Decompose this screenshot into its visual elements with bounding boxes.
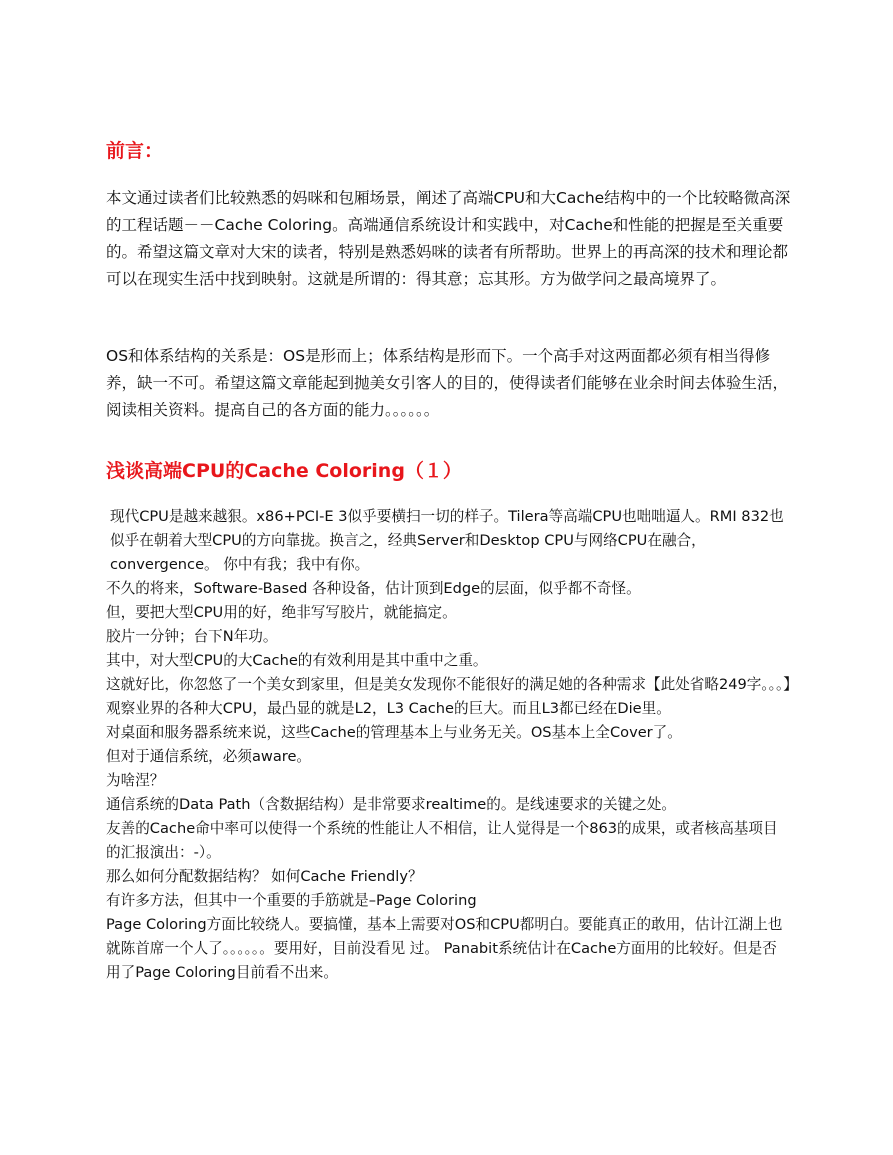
article-line: 但，要把大型CPU用的好，绝非写写胶片，就能搞定。 (106, 604, 457, 621)
preface-heading: 前言： (106, 140, 164, 162)
article-heading: 浅谈高端CPU的Cache Coloring（１） (106, 460, 462, 482)
article-line: 但对于通信系统，必须aware。 (106, 748, 312, 765)
article-line: 那么如何分配数据结构？ 如何Cache Friendly？ (106, 868, 423, 885)
article-line: 现代CPU是越来越狠。x86+PCI-E 3似乎要横扫一切的样子。Tilera等高端CPU也咄咄逼人。RMI 832也似乎在朝着大型CPU的方向靠拢。换言之，经典Server和Desktop CPU与网络CPU在融合，convergence。 你中有我；我中有你。 (110, 508, 784, 573)
preface-paragraph-1: 本文通过读者们比较熟悉的妈咪和包厢场景，阐述了高端CPU和大Cache结构中的一个比较略微高深的工程话题－－Cache Coloring。高端通信系统设计和实践中，对Cache和性能的把握是至关重要的。希望这篇文章对大宋的读者，特别是熟悉妈咪的读者有所帮助。世界上的再高深的技术和理论都可以在现实生活中找到映射。这就是所谓的：得其意；忘其形。方为做学问之最高境界了。 (106, 189, 791, 288)
article-line: 通信系统的Data Path（含数据结构）是非常要求realtime的。是线速要求的关键之处。 (106, 796, 676, 813)
article-line: 对桌面和服务器系统来说，这些Cache的管理基本上与业务无关。OS基本上全Cover了。 (106, 724, 682, 741)
article-line: 不久的将来，Software-Based 各种设备，估计顶到Edge的层面，似乎都不奇怪。 (106, 580, 641, 597)
preface-paragraph-2: OS和体系结构的关系是：OS是形而上；体系结构是形而下。一个高手对这两面都必须有相当得修养，缺一不可。希望这篇文章能起到抛美女引客人的目的，使得读者们能够在业余时间去体验生活，阅读相关资料。提高自己的各方面的能力。。。。。。 (106, 347, 789, 419)
article-body (106, 505, 798, 985)
article-line: 观察业界的各种大CPU，最凸显的就是L2，L3 Cache的巨大。而且L3都已经在Die里。 (106, 700, 671, 717)
article-line: 其中，对大型CPU的大Cache的有效利用是其中重中之重。 (106, 652, 488, 669)
article-line: Page Coloring方面比较绕人。要搞懂，基本上需要对OS和CPU都明白。要能真正的敢用，估计江湖上也就陈首席一个人了。。。。。。要用好，目前没看见 过。 Panabit系统估计在Cache方面用的比较好。但是否用了Page Coloring目前看不出来。 (106, 916, 783, 981)
article-line: 友善的Cache命中率可以使得一个系统的性能让人不相信，让人觉得是一个863的成果，或者核高基项目的汇报演出：-）。 (106, 820, 778, 861)
article-line: 有许多方法，但其中一个重要的手筋就是–Page Coloring (106, 892, 477, 909)
article-line: 这就好比，你忽悠了一个美女到家里，但是美女发现你不能很好的满足她的各种需求【此处省略249字。。。】 (106, 676, 798, 693)
article-line: 胶片一分钟；台下N年功。 (106, 628, 278, 645)
article-line: 为啥涅？ (106, 772, 165, 789)
